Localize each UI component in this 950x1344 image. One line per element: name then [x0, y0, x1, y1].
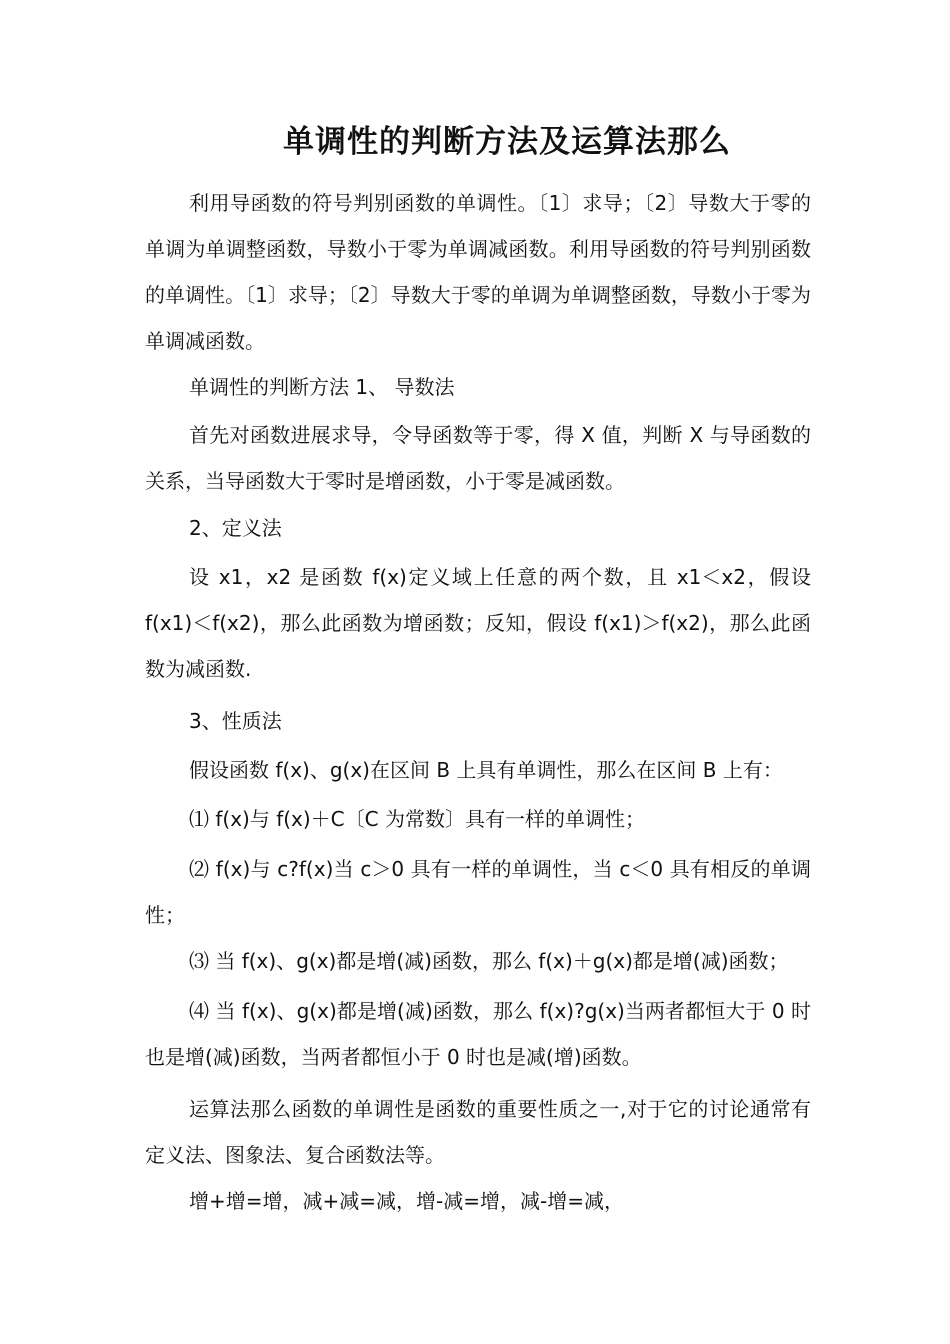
paragraph-property-3: ⑶ 当 f(x)、g(x)都是增(减)函数，那么 f(x)＋g(x)都是增(减)函数； [189, 949, 789, 973]
paragraph-property-4: ⑷ 当 f(x)、g(x)都是增(减)函数，那么 f(x)?g(x)当两者都恒大于 0 时也是增(减)函数，当两者都恒小于 0 时也是减(增)函数。 [145, 999, 811, 1069]
paragraph-operation-rules: 运算法那么函数的单调性是函数的重要性质之一,对于它的讨论通常有定义法、图象法、复合函数法等。 [145, 1097, 811, 1167]
paragraph-property-heading: 3、性质法 [189, 709, 282, 733]
paragraph-property-2: ⑵ f(x)与 c?f(x)当 c＞0 具有一样的单调性，当 c＜0 具有相反的单调性； [145, 857, 811, 927]
paragraph-definition-heading: 2、定义法 [189, 516, 282, 540]
paragraph-derivative-intro: 利用导函数的符号判别函数的单调性。〔1〕求导；〔2〕导数大于零的单调为单调整函数，导数小于零为单调减函数。利用导函数的符号判别函数的单调性。〔1〕求导；〔2〕导数大于零的单调为单调整函数，导数小于零为单调减函数。 [145, 191, 811, 353]
paragraph-property-intro: 假设函数 f(x)、g(x)在区间 B 上具有单调性，那么在区间 B 上有： [189, 758, 783, 782]
paragraph-operation-summary: 增+增=增，减+减=减，增-减=增，减-增=减， [189, 1189, 624, 1213]
document-title: 单调性的判断方法及运算法那么 [283, 124, 731, 160]
paragraph-method-heading: 单调性的判断方法 1、 导数法 [189, 375, 455, 399]
paragraph-derivative-method: 首先对函数进展求导，令导函数等于零，得 X 值，判断 X 与导函数的关系，当导函数大于零时是增函数，小于零是减函数。 [145, 423, 811, 493]
paragraph-definition-method: 设 x1，x2 是函数 f(x)定义域上任意的两个数，且 x1＜x2，假设 f(x1)＜f(x2)，那么此函数为增函数；反知，假设 f(x1)＞f(x2)，那么此函数为减函数. [145, 565, 811, 681]
paragraph-property-1: ⑴ f(x)与 f(x)＋C〔C 为常数〕具有一样的单调性； [189, 807, 645, 831]
